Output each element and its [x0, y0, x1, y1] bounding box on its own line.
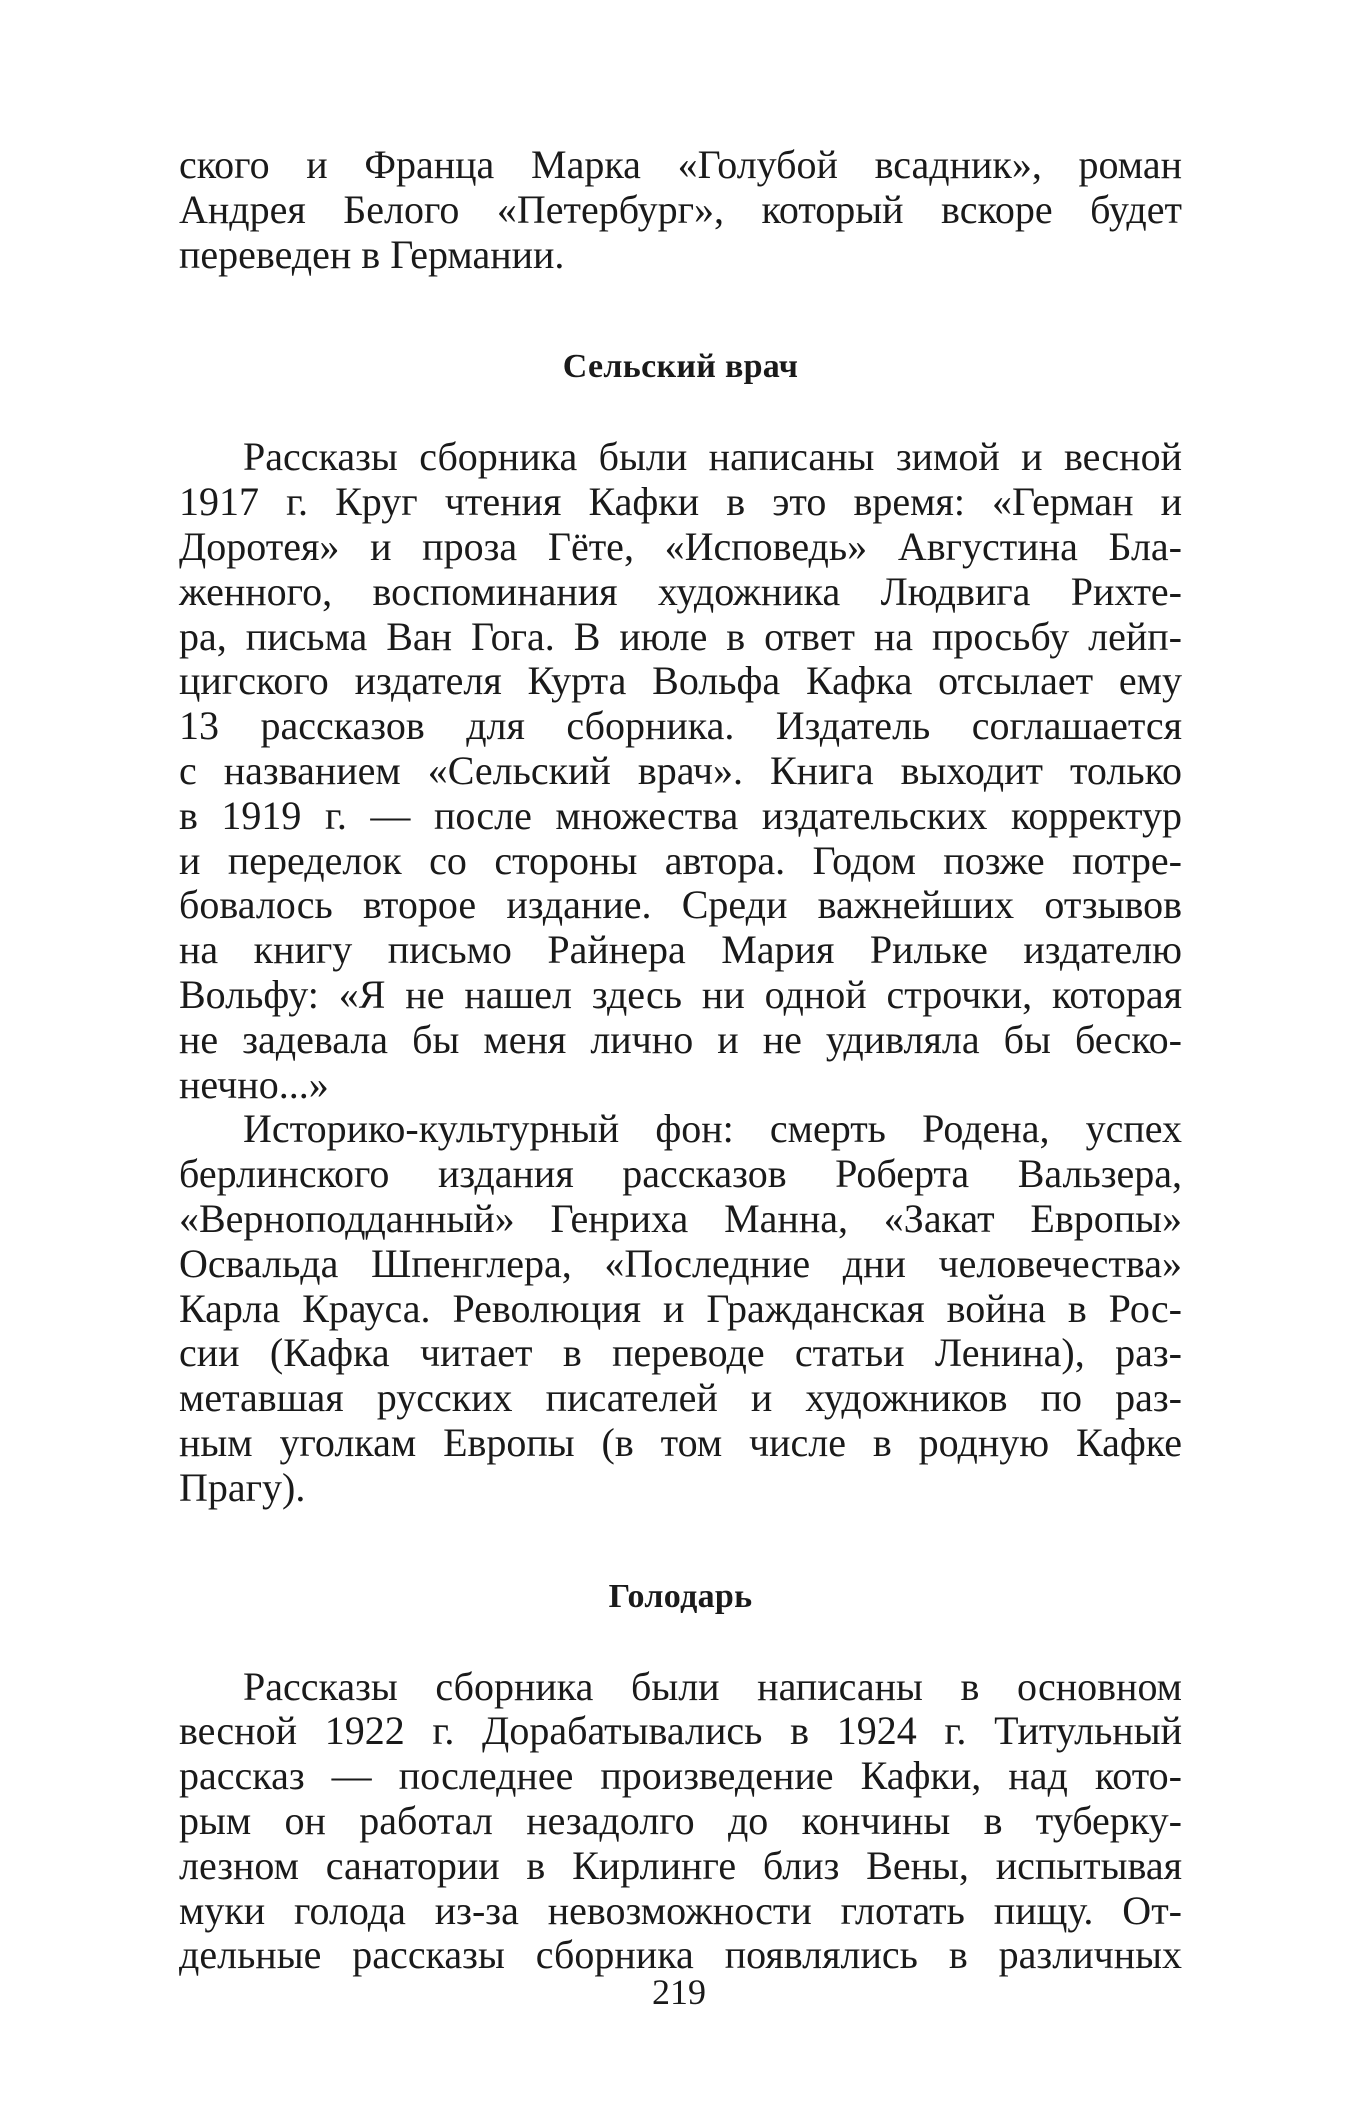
text-line: Доротея» и проза Гёте, «Исповедь» Августина Бла-: [179, 523, 1182, 569]
text-line: рассказ — последнее произведение Кафки, над кото-: [179, 1753, 1182, 1799]
text-line: Андрея Белого «Петербург», который вскоре будет: [179, 186, 1182, 232]
text-line: переведен в Германии.: [179, 231, 565, 277]
text-line: рым он работал незадолго до кончины в туберку-: [179, 1797, 1182, 1843]
text-line: муки голода из-за невозможности глотать пищу. От-: [179, 1887, 1182, 1933]
section-heading-village-doctor: Сельский врач: [562, 348, 799, 386]
section-heading-hunger-artist: Голодарь: [608, 1577, 753, 1615]
text-line: в 1919 г. — после множества издательских корректур: [179, 792, 1182, 838]
text-line: ра, письма Ван Гога. В июле в ответ на просьбу лейп-: [179, 613, 1182, 659]
text-line: Рассказы сборника были написаны зимой и весной: [243, 434, 1182, 480]
text-line: метавшая русских писателей и художников по раз-: [179, 1375, 1182, 1421]
text-line: лезном санатории в Кирлинге близ Вены, испытывая: [179, 1842, 1182, 1888]
text-line: сии (Кафка читает в переводе статьи Ленина), раз-: [179, 1330, 1182, 1376]
text-line: ным уголкам Европы (в том числе в родную Кафке: [179, 1419, 1182, 1465]
paragraph: [179, 1665, 1182, 1979]
text-line: нечно...»: [179, 1061, 329, 1107]
text-line: не задевала бы меня лично и не удивляла бы беско-: [179, 1016, 1182, 1062]
text-line: Прагу).: [179, 1464, 306, 1510]
text-line: 1917 г. Круг чтения Кафки в это время: «Герман и: [179, 479, 1182, 525]
text-line: Вольфу: «Я не нашел здесь ни одной строчки, которая: [179, 971, 1182, 1017]
text-line: Историко-культурный фон: смерть Родена, успех: [243, 1106, 1182, 1152]
text-line: 13 рассказов для сборника. Издатель соглашается: [179, 703, 1182, 749]
text-line: Рассказы сборника были написаны в основном: [243, 1663, 1182, 1709]
text-line: бовалось второе издание. Среди важнейших отзывов: [179, 882, 1182, 928]
text-line: женного, воспоминания художника Людвига Рихте-: [179, 568, 1182, 614]
text-line: цигского издателя Курта Вольфа Кафка отсылает ему: [179, 658, 1182, 704]
text-line: на книгу письмо Райнера Мария Рильке издателю: [179, 927, 1182, 973]
page-body: [179, 143, 1182, 1978]
text-line: и переделок со стороны автора. Годом позже потре-: [179, 837, 1182, 883]
text-line: берлинского издания рассказов Роберта Вальзера,: [179, 1151, 1182, 1197]
text-line: дельные рассказы сборника появлялись в различных: [179, 1932, 1182, 1978]
text-line: весной 1922 г. Дорабатывались в 1924 г. Титульный: [179, 1708, 1182, 1754]
paragraph: [179, 1107, 1182, 1510]
text-line: с названием «Сельский врач». Книга выходит только: [179, 747, 1182, 793]
text-line: «Верноподданный» Генриха Манна, «Закат Европы»: [179, 1195, 1182, 1241]
intro-paragraph: [179, 143, 1182, 277]
text-line: ского и Франца Марка «Голубой всадник», роман: [179, 142, 1182, 187]
text-line: Карла Крауса. Революция и Гражданская война в Рос-: [179, 1285, 1182, 1331]
page-number: 219: [652, 1972, 706, 2012]
text-line: Освальда Шпенглера, «Последние дни человечества»: [179, 1240, 1182, 1286]
paragraph: [179, 435, 1182, 1107]
